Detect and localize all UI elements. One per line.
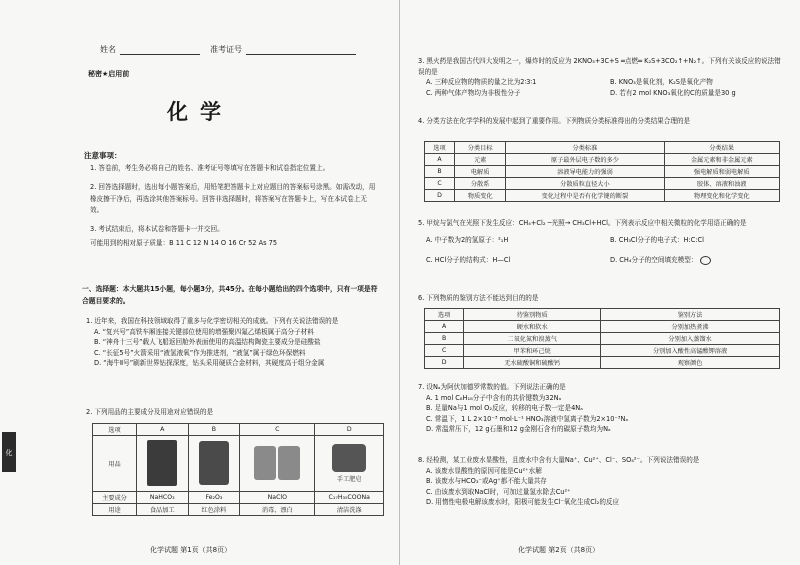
question-8-option-b: B. 该废水与HCO₃⁻或Ag⁺都不能大量共存: [426, 477, 547, 486]
table-cell: NaHCO₃: [136, 492, 188, 504]
table-header-cell: 选项: [425, 309, 464, 321]
table-cell: 电解质: [454, 166, 505, 178]
question-1-option-d: D. “海牛Ⅱ号”刷新世界钻探深度，钻头采用硬质合金材料，其硬度高于组分金属: [94, 359, 325, 368]
question-5-stem: 5. 甲烷与氯气在光照下发生反应：CH₄+Cl₂ ─光照→ CH₃Cl+HCl。下列表示反应中相关微粒的化学用语正确的是: [418, 219, 747, 227]
page-2-footer: 化学试题 第2页（共8页）: [518, 546, 600, 554]
table-cell: 红色涂料: [188, 504, 240, 516]
table-cell: 无水硫酸铜和硫酸钙: [464, 357, 601, 369]
table-cell: 金属元素和非金属元素: [664, 154, 779, 166]
table-cell: 分别加入蒸馏水: [601, 333, 780, 345]
table-cell: 分散系: [454, 178, 505, 190]
table-cell: NaClO: [240, 492, 315, 504]
table-cell: D: [425, 190, 455, 202]
table-header-cell: D: [315, 424, 384, 436]
question-7-option-a: A. 1 mol C₈H₁₈分子中含有的共价键数为32Nₐ: [426, 393, 562, 402]
question-5: [418, 218, 786, 266]
table-cell: C₁₇H₃₅COONa: [315, 492, 384, 504]
question-5-option-c: C. HCl分子的结构式：H—Cl: [426, 256, 511, 265]
table-row: [425, 166, 780, 178]
table-cell: 食品加工: [136, 504, 188, 516]
table-header-cell: 待鉴别物质: [464, 309, 601, 321]
question-3-option-b: B. KNO₃是氧化剂，K₂S是氧化产物: [610, 78, 713, 87]
question-2-table: [92, 423, 384, 516]
notice-item-1: 1. 答卷前，考生务必将自己的姓名、准考证号等填写在答题卡和试卷指定位置上。: [90, 164, 330, 172]
table-cell: D: [425, 357, 464, 369]
paint-powder-icon: [199, 441, 229, 485]
question-8-stem: 8. 经检测，某工业废水显酸性，且废水中含有大量Na⁺、Cu²⁺、Cl⁻、SO₄²⁻。下列说法错误的是: [418, 456, 700, 464]
question-5-option-d-text: D. CH₄分子的空间填充模型：: [610, 256, 698, 265]
table-header-cell: 分类目标: [454, 142, 505, 154]
table-cell: 消毒、漂白: [240, 504, 315, 516]
table-row: [425, 154, 780, 166]
table-cell: 硬水和软水: [464, 321, 601, 333]
name-blank: [120, 46, 200, 55]
table-header-cell: B: [188, 424, 240, 436]
secret-mark: 秘密★启用前: [88, 70, 130, 78]
bleach-bottle-icon: [254, 446, 276, 480]
table-cell: 清洁洗涤: [315, 504, 384, 516]
question-3: [418, 56, 786, 98]
page-2: [400, 0, 800, 565]
question-8: [418, 455, 786, 508]
notice-heading: 注意事项：: [84, 151, 122, 160]
question-5-option-b: B. CH₃Cl分子的电子式：H:C:Cl: [610, 235, 704, 244]
bleach-bottle-icon: [278, 446, 300, 480]
space-filling-model-icon: [700, 256, 711, 265]
question-3-stem: 3. 黑火药是我国古代四大发明之一，爆炸时的反应为 2KNO₃+3C+S ═点燃═ K₂S+3CO₂↑+N₂↑。下列有关该反应的说法错误的是: [418, 57, 781, 76]
product-photo-d: [315, 436, 384, 492]
table-cell: A: [425, 321, 464, 333]
table-cell: 分散质粒直径大小: [506, 178, 664, 190]
table-cell: Fe₂O₃: [188, 492, 240, 504]
row-label-use: 用途: [93, 504, 137, 516]
table-cell: 物理变化和化学变化: [664, 190, 779, 202]
exam-id-blank: [246, 46, 356, 55]
question-5-option-d: [602, 255, 786, 266]
table-cell: 胶体、溶液和浊液: [664, 178, 779, 190]
table-cell: 变化过程中是否有化学键的断裂: [506, 190, 664, 202]
soap-icon: [332, 444, 366, 472]
table-cell: 强电解质和弱电解质: [664, 166, 779, 178]
table-header-cell: A: [136, 424, 188, 436]
question-1-option-b: B. “神舟十三号”载人飞船返回舱外表面使用的高温结构陶瓷主要成分是硅酸盐: [94, 338, 321, 347]
table-row: [425, 190, 780, 202]
table-cell: 元素: [454, 154, 505, 166]
question-7-stem: 7. 设Nₐ为阿伏加德罗常数的值。下列说法正确的是: [418, 383, 566, 391]
table-row: [425, 333, 780, 345]
table-cell: 原子最外层电子数的多少: [506, 154, 664, 166]
table-row: [425, 178, 780, 190]
question-4-stem: 4. 分类方法在化学学科的发展中起到了重要作用。下列物质分类标准得出的分类结果合理的是: [418, 117, 691, 125]
subject-side-tab: 化: [2, 432, 16, 472]
table-header-cell: 分类标准: [506, 142, 664, 154]
question-1-option-a: A. “复兴号”高铁车厢连接关键部位使用的增强聚四氟乙烯板属于高分子材料: [94, 327, 314, 336]
table-cell: B: [425, 333, 464, 345]
table-cell: 溶液导电能力的强弱: [506, 166, 664, 178]
question-3-option-a: A. 三种反应物的物质的量之比为2∶3∶1: [426, 78, 537, 87]
question-6-stem: 6. 下列物质的鉴别方法不能达到目的的是: [418, 294, 539, 302]
table-header-cell: 选项: [93, 424, 137, 436]
table-cell: 观察颜色: [601, 357, 780, 369]
product-photo-b: [188, 436, 240, 492]
question-6-table: [424, 308, 780, 369]
table-row: [425, 321, 780, 333]
name-row: [100, 44, 356, 55]
question-3-option-d: D. 若有2 mol KNO₃氧化的C的质量是30 g: [610, 88, 736, 97]
question-5-option-a: A. 中子数为2的氢原子：²₁H: [426, 235, 509, 244]
question-1: [86, 316, 386, 369]
page-1-footer: 化学试题 第1页（共8页）: [150, 546, 232, 554]
product-photo-c: [240, 436, 315, 492]
row-label-main: 主要成分: [93, 492, 137, 504]
question-1-stem: 1. 近年来，我国在科技领域取得了重多与化学密切相关的成就。下列有关说法错误的是: [86, 317, 339, 325]
question-7-option-d: D. 常温常压下，12 g石墨和12 g金刚石含有的碳原子数均为Nₐ: [426, 425, 611, 434]
table-header-cell: 鉴别方法: [601, 309, 780, 321]
table-cell: A: [425, 154, 455, 166]
question-8-option-a: A. 该废水显酸性的原因可能是Cu²⁺水解: [426, 466, 542, 475]
page-title: 化学: [167, 99, 233, 124]
atomic-masses: 可能用到的相对原子质量：B 11 C 12 N 14 O 16 Cr 52 As 75: [90, 239, 278, 247]
question-8-option-c: C. 由该废水到取NaCl时，可加过量氢水除去Cu²⁺: [426, 487, 571, 496]
question-1-option-c: C. “长征5号”火箭采用“液氢液氧”作为推进剂，“液氢”属于绿色环保燃料: [94, 348, 306, 357]
table-cell: 二氧化氮和溴蒸气: [464, 333, 601, 345]
table-header-cell: 分类结果: [664, 142, 779, 154]
section-1-heading: 一、选择题：本大题共15小题，每小题3分，共45分。在每小题给出的四个选项中，只有一项是符合题目要求的。: [82, 285, 378, 305]
soap-caption: 手工肥皂: [336, 476, 362, 483]
table-row: [425, 357, 780, 369]
exam-id-label: 准考证号: [210, 45, 242, 54]
question-3-option-c: C. 两种气体产物均为非极性分子: [426, 88, 521, 97]
question-2-stem: 2. 下列用品的主要成分及用途对应错误的是: [86, 408, 214, 416]
table-header-cell: C: [240, 424, 315, 436]
product-photo-a: [136, 436, 188, 492]
question-7: [418, 382, 786, 435]
table-cell: 分别加入酸性高锰酸钾溶液: [601, 345, 780, 357]
table-header-cell: 选项: [425, 142, 455, 154]
notice-item-2: 2. 回答选择题时，选出每小题答案后，用铅笔把答题卡上对应题目的答案标号涂黑。如需改动，用橡皮擦干净后，再选涂其他答案标号。回答非选择题时，将答案写在答题卡上，写在本试卷上无效。: [90, 183, 376, 215]
table-cell: 甲苯和环己烷: [464, 345, 601, 357]
table-cell: 分别加热煮沸: [601, 321, 780, 333]
question-8-option-d: D. 用惰性电极电解该废水时，阳极可能发生Cl⁻氧化生成Cl₂的反应: [426, 498, 620, 507]
question-7-option-b: B. 足量Na与1 mol O₂反应，转移的电子数一定是4Nₐ: [426, 404, 583, 413]
baking-soda-bag-icon: [147, 440, 177, 486]
question-4-table: [424, 141, 780, 202]
name-label: 姓名: [100, 45, 116, 54]
row-label-item: 用品: [93, 436, 137, 492]
table-cell: C: [425, 178, 455, 190]
question-7-option-c: C. 常温下，1 L 2×10⁻³ mol·L⁻¹ HNO₃溶液中氢离子数为2×10⁻³Nₐ: [426, 414, 629, 423]
table-cell: 物质变化: [454, 190, 505, 202]
notice-item-3: 3. 考试结束后，将本试卷和答题卡一并交回。: [90, 225, 224, 233]
table-cell: C: [425, 345, 464, 357]
table-row: [425, 345, 780, 357]
table-cell: B: [425, 166, 455, 178]
